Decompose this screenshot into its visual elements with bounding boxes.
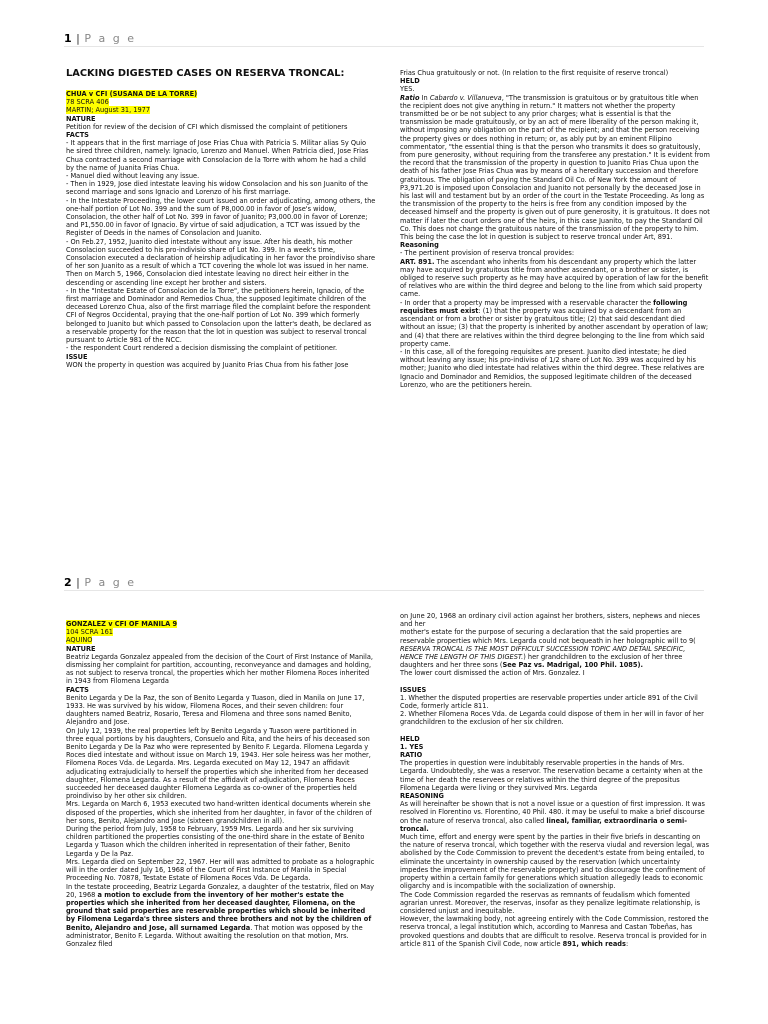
left-column xyxy=(66,68,376,369)
page-number: 1 xyxy=(64,32,73,45)
testate-paragraph xyxy=(66,883,376,949)
facts-paragraph: - the respondent Court rendered a decision dismissing the complaint of petitioner. xyxy=(66,344,338,353)
civil-action-paragraph xyxy=(400,628,710,669)
reasoning-pre: However, the lawmaking body, not agreeing entirely with the Code Commission, restored the reserva troncal, a legal institution which, according to Manresa and Castan Tobeñas, has provoked questions and doubts that are difficult to resolve. Reserva troncal is provided for in article 811 of the Spanish Civil Code, now article xyxy=(400,915,709,948)
requisites-bold: following requisites must exist xyxy=(400,298,688,315)
dismissal-text: The lower court dismissed the action of Mrs. Gonzalez. I xyxy=(400,669,585,678)
reasoning-paragraph: Much time, effort and energy were spent by the parties in their five briefs in descanting on the nature of reserva troncal, which together with the reserva viudal and reversion legal, was abolished by the Code Commission to prevent the decedent's estate from being entailed, to eliminate the uncertainty in ownership caused by the reservation (which uncertainty impedes the improvement of the reservable property) and to discourage the confinement of property within a certain family for generations which situation allegedly leads to economic oligarchy and is incompatible with the socialization of ownership. xyxy=(400,833,710,891)
reasoning-end: : xyxy=(625,939,629,948)
requisites-text: : (1) that the property was acquired by a descendant from an ascendant or from a brother or sister by gratuitous title; (2) that said descendant died without an issue; (3) that the property is inherited by another ascendant by operation of law; and (4) that there are relatives within the third degree belonging to the line from which said property came. xyxy=(400,306,709,348)
reasoning-paragraph xyxy=(400,800,710,833)
left-column xyxy=(66,620,376,948)
page-number: 2 xyxy=(64,576,73,589)
article-paragraph xyxy=(400,258,710,299)
page-header: 1 | P a g e xyxy=(64,32,136,45)
case-application: - In this case, all of the foregoing requisites are present. Juanito died intestate; he died without leaving any issue; his pro-indiviso of 1/2 share of Lot No. 399 was acquired by his mother; Juanito who died intestate had relatives within the third degree. These relatives are Ignacio and Dominador and Remidios, the supposed legitimate children of the deceased Lorenzo, who are the petitioners herein. xyxy=(400,347,705,389)
case-ponente: AQUINO xyxy=(66,636,93,645)
spacer xyxy=(400,727,710,735)
article-label: ART. 891. xyxy=(400,257,435,266)
issue-text: WON the property in question was acquired by Juanito Frias Chua from his father Jose xyxy=(66,360,349,369)
held-text: YES. xyxy=(400,85,415,94)
requisites-pre: - In order that a property may be impressed with a reservable character the xyxy=(400,298,654,307)
facts-paragraph: - Then in 1929, Jose died intestate leaving his widow Consolacion and his son Juanito of the second marriage and sons Ignacio and Lorenzo of his first marriage. xyxy=(66,180,368,197)
see-citation: See Paz vs. Madrigal, 100 Phil. 1085). xyxy=(502,661,644,670)
held-answer: 1. YES xyxy=(400,742,424,751)
facts-label: FACTS xyxy=(66,131,89,140)
reasoning-label: Reasoning xyxy=(400,241,439,250)
testate-text: . That motion was opposed by the administrator, Benito F. Legarda. Without awaiting the resolution on that motion, Mrs. Gonzalez filed xyxy=(66,923,363,948)
civil-action-text: mother's estate for the purpose of securing a declaration that the said properties are reservable properties which Mrs. Legarda could not bequeath in her holographic will to 9( xyxy=(400,628,696,645)
header-rule xyxy=(64,590,704,591)
nature-text: Petition for review of the decision of CFI which dismissed the complaint of petitioners xyxy=(66,122,348,131)
page-word: P a g e xyxy=(84,576,136,589)
reasoning-bold: 891, which reads xyxy=(562,939,626,948)
page-header: 2 | P a g e xyxy=(64,576,136,589)
footnote-italic: RESERVA TRONCAL IS THE MOST DIFFICULT SUCCESSION TOPIC AND DETAIL SPECIFIC, HENCE THE LENGTH OF THIS DIGEST. xyxy=(400,644,686,662)
page-gap xyxy=(0,512,768,570)
ratio-label: Ratio xyxy=(400,93,420,102)
civil-action-text-2: ) her grandchildren to the exclusion of her three daughters and her three sons ( xyxy=(400,653,683,670)
facts-paragraph: - On Feb.27, 1952, Juanito died intestate without any issue. After his death, his mother Consolacion succeeded to his pro-indivisio share of Lot No. 399. In a week's time, Consolacion executed a declaration of heirship adjudicating in her favor the proindiviso share of her son Juanito as a result of which a TCT covering the whole lot was issued in her name. Then on March 5, 1966, Consolacion died intestate leaving no direct heir either in the descending or ascending line except her brother and sisters. xyxy=(66,237,376,287)
testate-bold: a motion to exclude from the inventory of her mother's estate the properties which she inherited from her deceased daughter, Filomena, on the ground that said properties are reservable properties which should be inherited by Filomena Legarda's three sisters and three brothers and not by the children of Benito, Alejandro and Jose, all surnamed Legarda xyxy=(66,890,372,932)
article-text: The ascendant who inherits from his descendant any property which the latter may have acquired by gratuitous title from another ascendant, or a brother or sister, is obliged to reserve such property as he may have acquired by operation of law for the benefit of relatives who are within the third degree and belong to the line from which said property came. xyxy=(400,257,709,299)
issue-continuation: Frias Chua gratuitously or not. (In relation to the first requisite of reserve troncal) xyxy=(400,69,669,77)
requisites-paragraph xyxy=(400,299,710,348)
reasoning-paragraph: The Code Commission regarded the reservas as remnants of feudalism which fomented agrarian unrest. Moreover, the reservas, insofar as they penalize legitimate relationship, is considered unjust and inequitable. xyxy=(400,890,701,915)
case-title: CHUA v CFI (SUSANA DE LA TORRE) xyxy=(66,90,198,98)
ratio-text: The properties in question were indubitably reservable properties in the hands of Mrs. Legarda. Undoubtedly, she was a reservor. The reservation became a certainty when at the time of her death the reservees or relatives within the third degree of the prepositus Filomena Legarda were living or they survived Mrs. Legarda xyxy=(400,759,703,792)
facts-label: FACTS xyxy=(66,685,89,694)
held-label: HELD xyxy=(400,734,420,743)
case-ponente-date: MARTIN; August 31, 1977 xyxy=(66,106,151,115)
reasoning-label: REASONING xyxy=(400,792,444,801)
case-title: GONZALEZ v CFI OF MANILA 9 xyxy=(66,620,178,628)
nature-label: NATURE xyxy=(66,114,96,123)
civil-action-intro: on June 20, 1968 an ordinary civil action against her brothers, sisters, nephews and nieces and her xyxy=(400,612,700,629)
document-title: LACKING DIGESTED CASES ON RESERVA TRONCAL: xyxy=(66,68,345,79)
facts-paragraph: Mrs. Legarda on March 6, 1953 executed two hand-written identical documents wherein she disposed of the properties, which she inherited from her daughter, in favor of the children of her sons, Benito, Alejandro and Jose (sixteen grandchildren in all). xyxy=(66,800,372,825)
case-citation: 104 SCRA 161 xyxy=(66,628,113,637)
header-rule xyxy=(64,46,704,47)
facts-paragraph: During the period from July, 1958 to February, 1959 Mrs. Legarda and her six surviving children partitioned the properties consisting of the one-third share in the estate of Benito Legarda y Tuason which the children inherited in representation of their father, Benito Legarda y De la Paz. xyxy=(66,825,365,858)
held-label: HELD xyxy=(400,77,420,86)
ratio-text: , "The transmission is gratuitous or by gratuitous title when the recipient does not give anything in return." It matters not whether the property transmitted be or be not subject to any prior charges; what is essential is that the transmission be made gratuitously, or by an act of mere liberality of the person making it, without imposing any obligation on the part of the recipient; and that the person receiving the property gives or does nothing in return; or, as ably put by an eminent Filipino commentator, "the essential thing is that the person who transmits it does so gratuitously, from pure generosity, without requiring from the transferee any prestation." It is evident from the record that the transmission of the property in question to Juanito Frias Chua upon the death of his father Jose Frias Chua was by means of a hereditary succession and therefore gratuitous. The obligation of paying the Standard Oil Co. of New York the amount of P3,971.20 is imposed upon Consolacion and Juanito not personally by the deceased Jose in his last will and testament but by an order of the court in the Testate Proceeding. As long as the transmission of the property to the heirs is free from any condition imposed by the deceased himself and the property is given out of pure generosity, it is gratuitous. It does not matter if later the court orders one of the heirs, in this case Juanito, to pay the Standard Oil Co. This does not change the gratuitous nature of the transmission of the property to him. This being the case the lot in question is subject to reserve troncal under Art, 891. xyxy=(400,93,710,242)
nature-label: NATURE xyxy=(66,644,96,653)
facts-paragraph: Mrs. Legarda died on September 22, 1967. Her will was admitted to probate as a holographic will in the order dated July 16, 1968 of the Court of First Instance of Manila in Special Proceeding No. 70878, Testate Estate of Filomena Roces Vda. De Legarda. xyxy=(66,857,375,883)
facts-paragraph: - In the Intestate Proceeding, the lower court issued an order adjudicating, among others, the one-half portion of Lot No. 399 and the sum of P8,000.00 in favor of Jose's widow, Consolacion, the other half of Lot No. 399 in favor of Juanito; P3,000.00 in favor of Lorenze; and P1,550.00 in favor of Ignacio. By virtue of said adjudication, a TCT was issued by the Register of Deeds in the names of Consolacion and Juanito. xyxy=(66,196,376,238)
facts-paragraph: - Manuel died without leaving any issue. xyxy=(66,172,200,181)
testate-pre: In the testate proceeding, Beatriz Legarda Gonzalez, a daughter of the testatrix, filed on May 20, 1968 xyxy=(66,882,375,899)
case-citation: 78 SCRA 406 xyxy=(66,98,109,107)
facts-paragraph: - In the "Intestate Estate of Consolacion de la Torre", the petitioners herein, Ignacio, of the first marriage and Dominador and Remedios Chua, the supposed legitimate children of the deceased Lorenzo Chua, also of the first marriage filed the complaint before the respondent CFI of Negros Occidental, praying that the one-half portion of Lot No. 399 which formerly belonged to Juanito but which passed to Consolacion upon the latter's death, be declared as a reservable property for the reason that the lot in question was subject to reserval troncal pursuant to Article 981 of the NCC. xyxy=(66,286,372,345)
nature-text: Beatriz Legarda Gonzalez appealed from the decision of the Court of First Instance of Manila, dismissing her complaint for partition, accounting, reconveyance and damages and holding, as not subject to reserva troncal, the properties which her mother Filomena Roces inherited in 1943 from Filomena Legarda xyxy=(66,652,373,686)
reasoning-pre: As will hereinafter be shown that is not a novel issue or a question of first impression. It was resolved in Florentino vs. Florentino, 40 Phil. 480. it may be useful to make a brief discourse on the nature of reserva troncal, also called xyxy=(400,800,705,825)
ratio-case: Cabardo v. Villanueva xyxy=(429,93,502,102)
ratio-paragraph xyxy=(400,94,710,242)
spacer xyxy=(400,678,710,686)
ratio-pre: In xyxy=(421,93,430,102)
facts-paragraph: On July 12, 1939, the real properties left by Benito Legarda y Tuason were partitioned in three equal portions by his daughters, Consuelo and Rita, and the heirs of his deceased son Benito Legarda y De la Paz who were represented by Benito F. Legarda. Filomena Legarda y Roces died intestate and without issue on March 19, 1943. Her sole heiress was her mother, Filomena Roces Vda. de Legarda. Mrs. Legarda executed on May 12, 1947 an affidavit adjudicating extrajudicially to herself the properties which she inherited from her deceased daughter, Filomena Legarda. As a result of the affidavit of adjudication, Filomena Roces succeeded her deceased daughter Filomena Legarda as co-owner of the properties held proindiviso by her other six children. xyxy=(66,726,371,801)
right-column xyxy=(400,612,710,948)
reasoning-bold: lineal, familiar, extraordinaria o semi-troncal. xyxy=(400,816,687,833)
ratio-label: RATIO xyxy=(400,751,423,760)
issue-label: ISSUE xyxy=(66,352,88,361)
facts-paragraph: - It appears that in the first marriage of Jose Frias Chua with Patricia S. Militar alias Sy Quio he sired three children, namely: Ignacio, Lorenzo and Manuel. When Patricia died, Jose Frias Chua contracted a second marriage with Consolacion de la Torre with whom he had a child by the name of Juanita Frias Chua. xyxy=(66,139,369,172)
issue-item: 2. Whether Filomena Roces Vda. de Legarda could dispose of them in her will in favor of her grandchildren to the exclusion of her six children. xyxy=(400,710,704,727)
facts-paragraph: Benito Legarda y De la Paz, the son of Benito Legarda y Tuason, died in Manila on June 17, 1933. He was survived by his widow, Filomena Roces, and their seven children: four daughters named Beatriz, Rosario, Teresa and Filomena and three sons named Benito, Alejandro and Jose. xyxy=(66,693,365,727)
issues-label: ISSUES xyxy=(400,685,427,694)
page-word: P a g e xyxy=(84,32,136,45)
issue-item: 1. Whether the disputed properties are reservable properties under article 891 of the Civil Code, formerly article 811. xyxy=(400,693,698,711)
page-2 xyxy=(0,570,768,1024)
reasoning-intro: - The pertinent provision of reserva troncal provides: xyxy=(400,249,575,258)
right-column xyxy=(400,69,710,389)
reasoning-paragraph xyxy=(400,915,710,948)
